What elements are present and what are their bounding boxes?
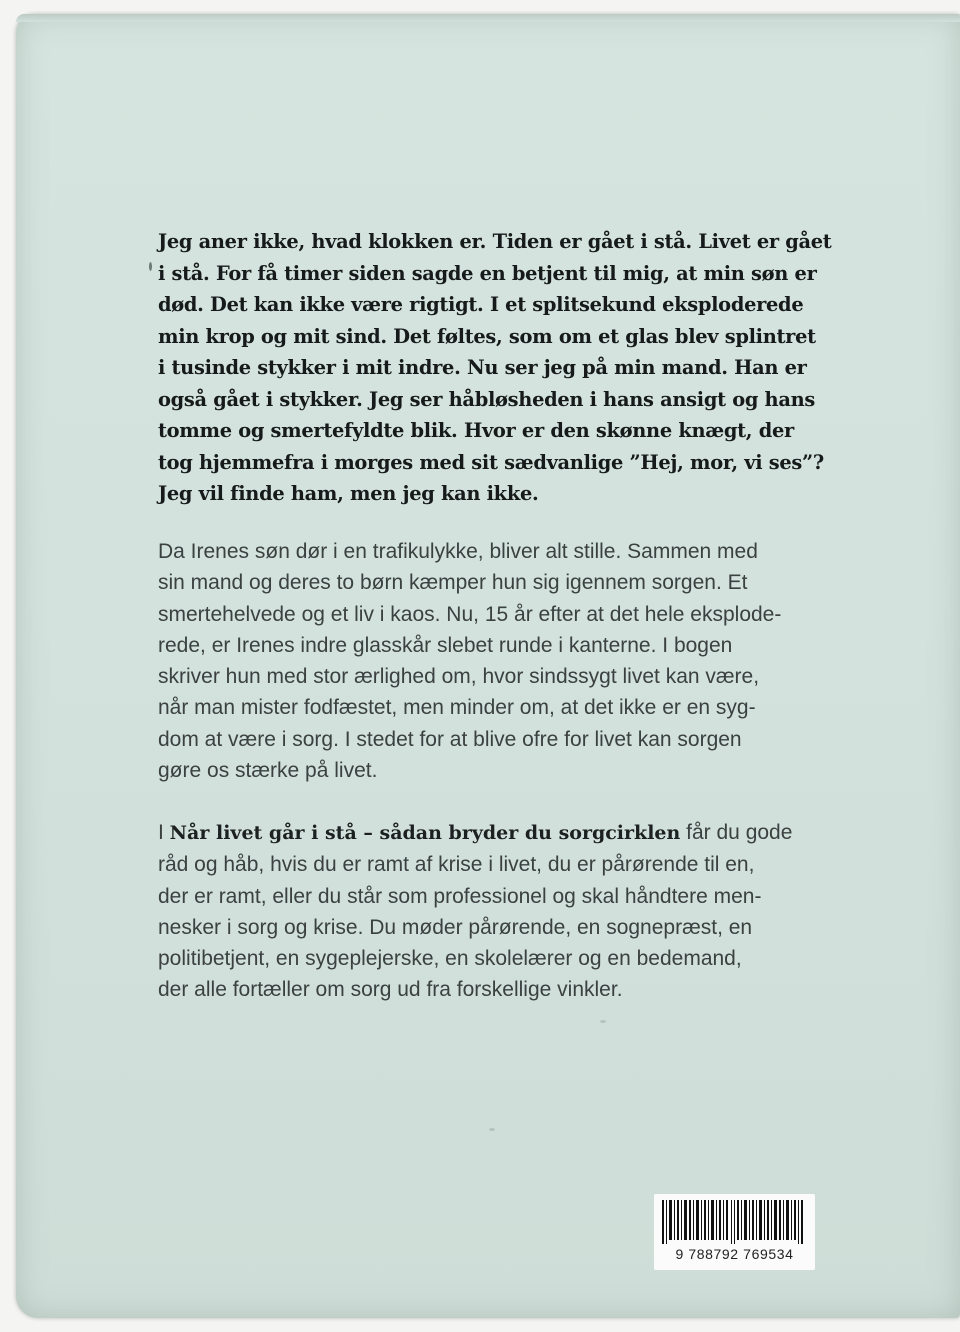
story-description: [158, 536, 828, 786]
description-line: når man mister fodfæstet, men minder om, at det ikke er en syg-: [158, 696, 756, 720]
isbn-number: 9 788792 769534: [675, 1246, 794, 1262]
excerpt-line: i stå. For få timer siden sagde en betjent til mig, at min søn er: [158, 261, 817, 285]
barcode-sticker: [654, 1194, 815, 1270]
excerpt-line: Jeg aner ikke, hvad klokken er. Tiden er gået i stå. Livet er gået: [158, 230, 832, 253]
description-line: smertehelvede og et liv i kaos. Nu, 15 år efter at det hele eksplode-: [158, 602, 782, 626]
barcode-icon: [660, 1200, 809, 1244]
excerpt-line: tomme og smertefyldte blik. Hvor er den skønne knægt, der: [158, 419, 794, 442]
description-line: skriver hun med stor ærlighed om, hvor sindssygt livet kan være,: [158, 665, 760, 689]
excerpt-line: i tusinde stykker i mit indre. Nu ser jeg på min mand. Han er: [158, 356, 807, 379]
cover-scuff-mark: [489, 1128, 495, 1131]
description-line: dom at være i sorg. I stedet for at blive ofre for livet kan sorgen: [158, 727, 742, 751]
summary-line: [158, 817, 828, 849]
excerpt-line: død. Det kan ikke være rigtigt. I et splitsekund eksploderede: [158, 293, 804, 316]
cover-scuff-mark: [600, 1020, 606, 1023]
excerpt-line: tog hjemmefra i morges med sit sædvanlige ”Hej, mor, vi ses”?: [158, 450, 824, 474]
excerpt-line: min krop og mit sind. Det føltes, som om et glas blev splintret: [158, 324, 816, 348]
cover-top-edge: [16, 14, 960, 22]
excerpt-line: Jeg vil finde ham, men jeg kan ikke.: [158, 482, 539, 505]
description-line: Da Irenes søn dør i en trafikulykke, bliver alt stille. Sammen med: [158, 540, 758, 563]
summary-prefix: I: [158, 821, 170, 844]
excerpt-quote: [158, 226, 832, 510]
summary-line-rest: får du gode: [680, 821, 793, 844]
summary-line: nesker i sorg og krise. Du møder pårørende, en sognepræst, en: [158, 915, 753, 939]
excerpt-line: også gået i stykker. Jeg ser håbløsheden i hans ansigt og hans: [158, 387, 816, 411]
description-line: rede, er Irenes indre glasskår slebet runde i kanterne. I bogen: [158, 633, 733, 657]
summary-line: politibetjent, en sygeplejerske, en skolelærer og en bedemand,: [158, 947, 742, 971]
book-title: Når livet går i stå – sådan bryder du sorgcirklen: [169, 822, 681, 844]
description-line: gøre os stærke på livet.: [158, 759, 378, 783]
description-line: sin mand og deres to børn kæmper hun sig igennem sorgen. Et: [158, 571, 748, 595]
book-summary: [158, 817, 828, 1006]
summary-line: der alle fortæller om sorg ud fra forskellige vinkler.: [158, 978, 623, 1002]
cover-scuff-mark: [149, 262, 152, 271]
summary-line: råd og håb, hvis du er ramt af krise i livet, du er pårørende til en,: [158, 853, 755, 877]
summary-line: der er ramt, eller du står som professionel og skal håndtere men-: [158, 884, 762, 908]
